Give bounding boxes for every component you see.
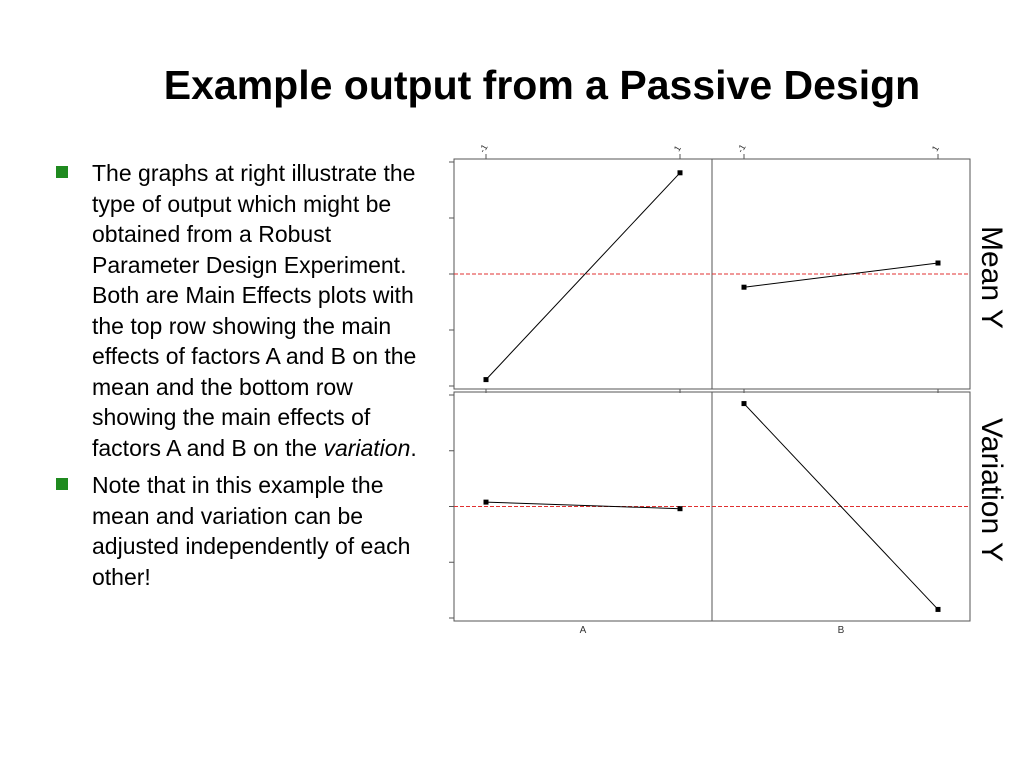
row-label-variation: Variation Y bbox=[975, 418, 1008, 562]
effect-line bbox=[486, 502, 680, 509]
effect-point bbox=[742, 285, 747, 290]
effect-point bbox=[678, 170, 683, 175]
x-tick-label: 1 bbox=[671, 143, 683, 154]
effect-line bbox=[744, 263, 938, 287]
bullet-text: The graphs at right illustrate the type of output which might be obtained from a Robust Parameter Design Experiment. Both are Main Effects plots with the top row showing the main effects of factors A and B on the mean and the bottom row showing the main effects of factors A and B on the bbox=[92, 160, 417, 461]
x-tick-label: 1 bbox=[929, 143, 941, 154]
bullet-text: Note that in this example the mean and variation can be adjusted independently of each other! bbox=[92, 472, 411, 590]
factor-label: B bbox=[837, 625, 845, 636]
slide-title: Example output from a Passive Design bbox=[163, 62, 921, 108]
effect-point bbox=[678, 506, 683, 511]
bullet-tail: . bbox=[410, 434, 417, 461]
effect-point bbox=[742, 401, 747, 406]
effect-point bbox=[936, 607, 941, 612]
effect-point bbox=[484, 377, 489, 382]
effect-point bbox=[936, 261, 941, 266]
row-label-mean: Mean Y bbox=[975, 226, 1008, 329]
effect-line bbox=[486, 173, 680, 380]
factor-label: A bbox=[579, 625, 587, 636]
x-tick-label: -1 bbox=[477, 142, 490, 155]
bullet-emphasis: variation bbox=[323, 434, 411, 461]
x-tick-label: -1 bbox=[735, 142, 748, 155]
effect-point bbox=[484, 500, 489, 505]
